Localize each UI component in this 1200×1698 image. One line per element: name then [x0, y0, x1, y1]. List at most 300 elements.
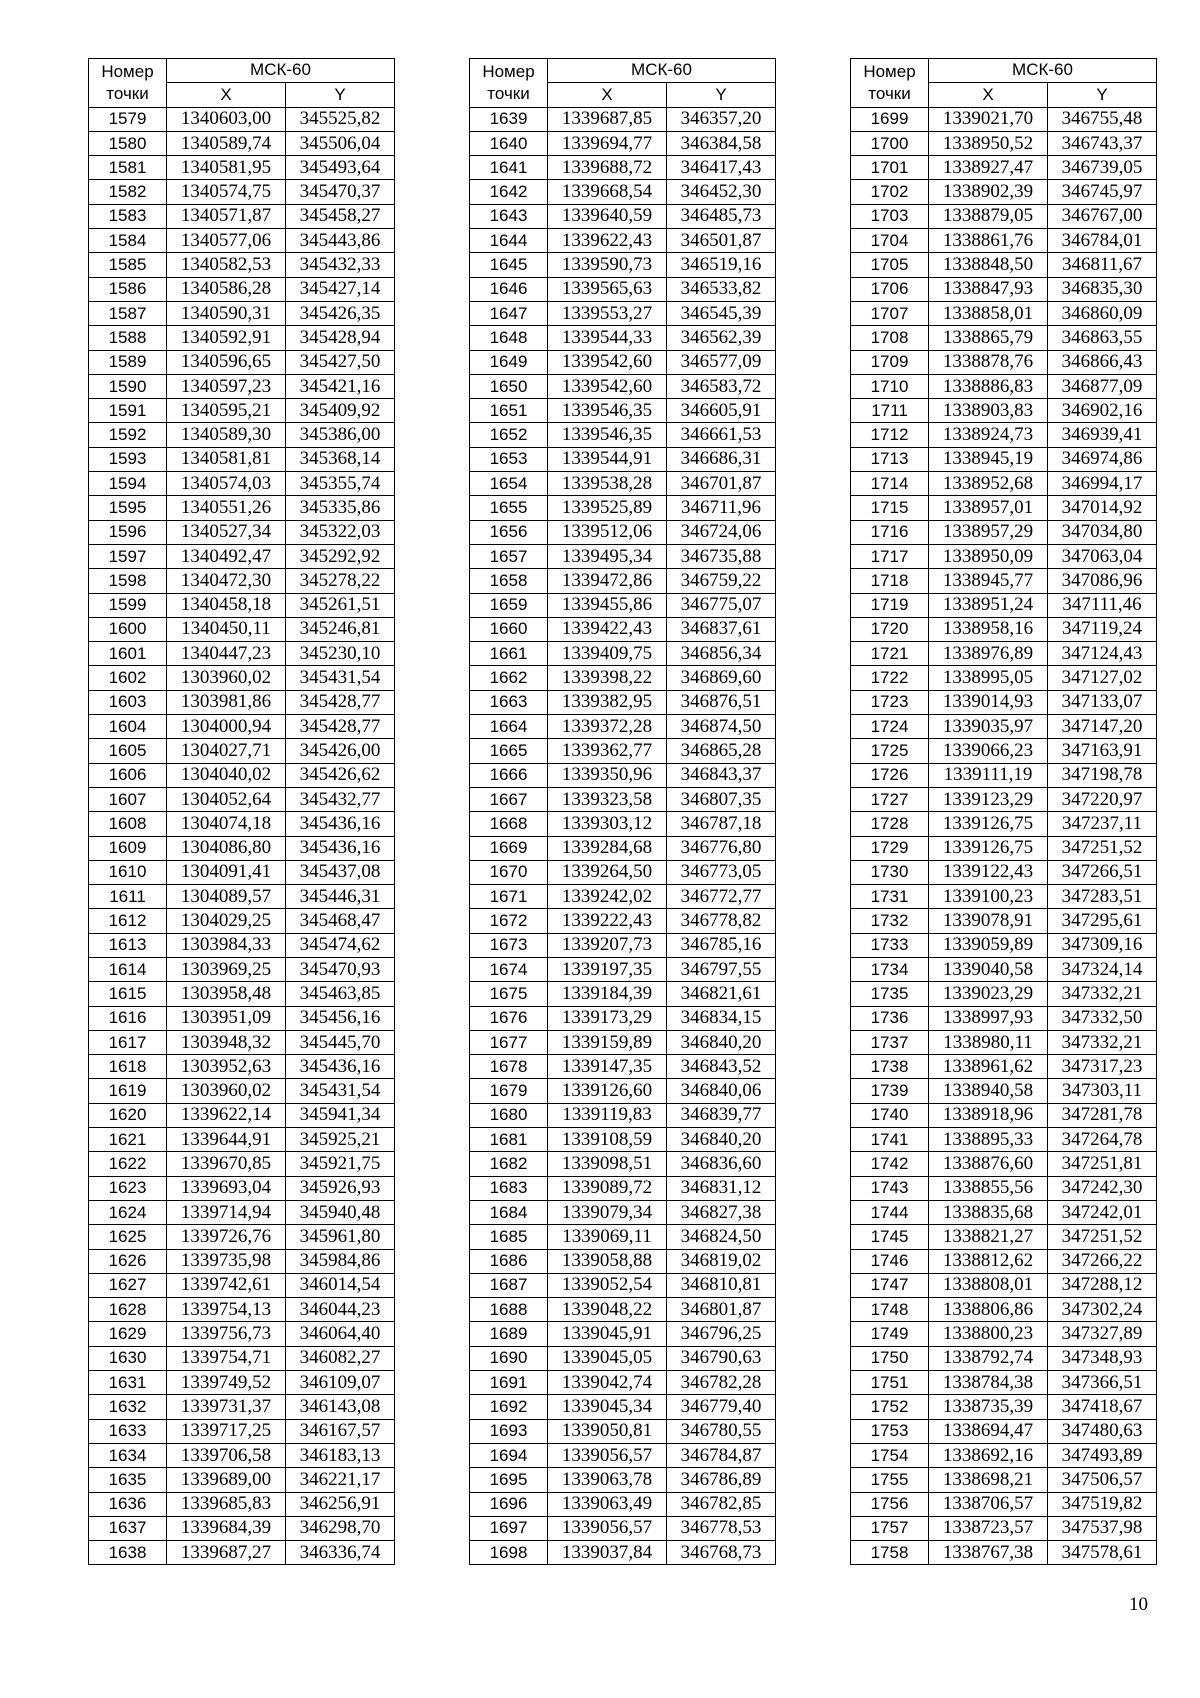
x-coordinate-cell: 1339048,22: [548, 1298, 667, 1322]
y-coordinate-cell: 346501,87: [667, 229, 776, 253]
table-row: [851, 544, 1157, 568]
y-coordinate-cell: 346835,30: [1048, 277, 1157, 301]
y-coordinate-cell: 346256,91: [286, 1492, 395, 1516]
table-row: [89, 520, 395, 544]
point-number-cell: 1753: [851, 1419, 929, 1443]
table-row: [851, 1298, 1157, 1322]
y-coordinate-cell: 346519,16: [667, 253, 776, 277]
point-number-cell: 1632: [89, 1395, 167, 1419]
table-row: [89, 496, 395, 520]
y-coordinate-cell: 345925,21: [286, 1128, 395, 1152]
y-coordinate-cell: 345941,34: [286, 1103, 395, 1127]
x-coordinate-cell: 1338876,60: [929, 1152, 1048, 1176]
point-number-cell: 1728: [851, 812, 929, 836]
table-row: [470, 739, 776, 763]
x-coordinate-cell: 1340596,65: [167, 350, 286, 374]
table-row: [89, 860, 395, 884]
y-coordinate-cell: 345428,94: [286, 326, 395, 350]
point-number-cell: 1642: [470, 180, 548, 204]
y-coordinate-cell: 346939,41: [1048, 423, 1157, 447]
y-coordinate-cell: 346821,61: [667, 982, 776, 1006]
table-row: [89, 423, 395, 447]
table-row: [470, 1249, 776, 1273]
table-row: [470, 617, 776, 641]
table-row: [470, 1395, 776, 1419]
table-row: [89, 617, 395, 641]
table-row: [851, 496, 1157, 520]
x-coordinate-cell: 1338847,93: [929, 277, 1048, 301]
table-row: [89, 447, 395, 471]
x-coordinate-cell: 1339409,75: [548, 642, 667, 666]
x-coordinate-cell: 1303951,09: [167, 1006, 286, 1030]
table-row: [89, 1128, 395, 1152]
x-coordinate-cell: 1339668,54: [548, 180, 667, 204]
x-coordinate-cell: 1338821,27: [929, 1225, 1048, 1249]
y-coordinate-cell: 347578,61: [1048, 1541, 1157, 1565]
x-coordinate-cell: 1339455,86: [548, 593, 667, 617]
table-row: [89, 933, 395, 957]
x-coordinate-cell: 1339056,57: [548, 1516, 667, 1540]
x-coordinate-cell: 1338958,16: [929, 617, 1048, 641]
point-number-cell: 1752: [851, 1395, 929, 1419]
table-body: [89, 107, 395, 1565]
x-coordinate-cell: 1339644,91: [167, 1128, 286, 1152]
y-coordinate-cell: 345426,35: [286, 301, 395, 325]
table-row: [851, 1395, 1157, 1419]
x-coordinate-cell: 1339069,11: [548, 1225, 667, 1249]
table-row: [851, 569, 1157, 593]
table-row: [470, 690, 776, 714]
x-coordinate-cell: 1339350,96: [548, 763, 667, 787]
point-number-cell: 1691: [470, 1371, 548, 1395]
y-coordinate-cell: 346577,09: [667, 350, 776, 374]
y-coordinate-cell: 346790,63: [667, 1346, 776, 1370]
x-coordinate-cell: 1339754,13: [167, 1298, 286, 1322]
y-coordinate-cell: 346562,39: [667, 326, 776, 350]
table-row: [470, 229, 776, 253]
y-coordinate-cell: 347480,63: [1048, 1419, 1157, 1443]
table-row: [89, 1225, 395, 1249]
y-coordinate-cell: 346819,02: [667, 1249, 776, 1273]
y-coordinate-cell: 347324,14: [1048, 957, 1157, 981]
table-row: [851, 1200, 1157, 1224]
point-number-cell: 1633: [89, 1419, 167, 1443]
point-number-header-line2: точки: [868, 83, 911, 103]
table-row: [851, 957, 1157, 981]
y-coordinate-cell: 346605,91: [667, 399, 776, 423]
table-row: [89, 1541, 395, 1565]
table-row: [89, 763, 395, 787]
point-number-cell: 1688: [470, 1298, 548, 1322]
y-coordinate-cell: 345961,80: [286, 1225, 395, 1249]
point-number-cell: 1661: [470, 642, 548, 666]
table-row: [851, 253, 1157, 277]
y-coordinate-cell: 347119,24: [1048, 617, 1157, 641]
x-coordinate-cell: 1304027,71: [167, 739, 286, 763]
y-coordinate-cell: 347506,57: [1048, 1468, 1157, 1492]
y-column-header: Y: [286, 83, 395, 107]
table-row: [470, 593, 776, 617]
y-coordinate-cell: 345436,16: [286, 812, 395, 836]
table-row: [470, 1516, 776, 1540]
table-row: [89, 1103, 395, 1127]
table-row: [89, 229, 395, 253]
x-coordinate-cell: 1338952,68: [929, 472, 1048, 496]
table-row: [851, 617, 1157, 641]
x-coordinate-cell: 1304029,25: [167, 909, 286, 933]
y-coordinate-cell: 345470,37: [286, 180, 395, 204]
point-number-cell: 1590: [89, 374, 167, 398]
x-coordinate-cell: 1304052,64: [167, 787, 286, 811]
point-number-cell: 1732: [851, 909, 929, 933]
x-coordinate-cell: 1339382,95: [548, 690, 667, 714]
table-row: [470, 326, 776, 350]
table-row: [89, 399, 395, 423]
y-coordinate-cell: 345506,04: [286, 131, 395, 155]
y-coordinate-cell: 346452,30: [667, 180, 776, 204]
x-coordinate-cell: 1304040,02: [167, 763, 286, 787]
point-number-cell: 1756: [851, 1492, 929, 1516]
x-coordinate-cell: 1338957,29: [929, 520, 1048, 544]
y-coordinate-cell: 346701,87: [667, 472, 776, 496]
table-row: [470, 715, 776, 739]
point-number-cell: 1660: [470, 617, 548, 641]
point-number-cell: 1679: [470, 1079, 548, 1103]
x-coordinate-cell: 1339689,00: [167, 1468, 286, 1492]
x-coordinate-cell: 1339147,35: [548, 1055, 667, 1079]
y-coordinate-cell: 346583,72: [667, 374, 776, 398]
table-row: [89, 180, 395, 204]
point-number-cell: 1718: [851, 569, 929, 593]
table-row: [470, 472, 776, 496]
y-coordinate-cell: 347111,46: [1048, 593, 1157, 617]
table-row: [851, 909, 1157, 933]
y-coordinate-cell: 345443,86: [286, 229, 395, 253]
x-coordinate-cell: 1304091,41: [167, 860, 286, 884]
table-row: [470, 1541, 776, 1565]
table-row: [89, 836, 395, 860]
point-number-cell: 1634: [89, 1443, 167, 1467]
y-coordinate-cell: 345436,16: [286, 836, 395, 860]
x-coordinate-cell: 1340492,47: [167, 544, 286, 568]
point-number-cell: 1695: [470, 1468, 548, 1492]
point-number-cell: 1733: [851, 933, 929, 957]
x-coordinate-cell: 1339056,57: [548, 1443, 667, 1467]
x-coordinate-cell: 1339063,49: [548, 1492, 667, 1516]
point-number-cell: 1692: [470, 1395, 548, 1419]
x-coordinate-cell: 1338902,39: [929, 180, 1048, 204]
x-coordinate-cell: 1338950,09: [929, 544, 1048, 568]
y-coordinate-cell: 345431,54: [286, 666, 395, 690]
table-row: [89, 472, 395, 496]
y-coordinate-cell: 347332,21: [1048, 1030, 1157, 1054]
y-coordinate-cell: 347303,11: [1048, 1079, 1157, 1103]
y-coordinate-cell: 346776,80: [667, 836, 776, 860]
x-coordinate-cell: 1338895,33: [929, 1128, 1048, 1152]
point-number-cell: 1701: [851, 156, 929, 180]
table-row: [89, 1395, 395, 1419]
x-coordinate-cell: 1340597,23: [167, 374, 286, 398]
point-number-cell: 1639: [470, 107, 548, 131]
y-coordinate-cell: 347317,23: [1048, 1055, 1157, 1079]
y-coordinate-cell: 346902,16: [1048, 399, 1157, 423]
y-coordinate-cell: 345278,22: [286, 569, 395, 593]
point-number-header-line1: Номер: [101, 61, 154, 81]
point-number-cell: 1648: [470, 326, 548, 350]
table-row: [470, 763, 776, 787]
x-coordinate-cell: 1338808,01: [929, 1273, 1048, 1297]
x-coordinate-cell: 1340581,81: [167, 447, 286, 471]
y-coordinate-cell: 346724,06: [667, 520, 776, 544]
point-number-cell: 1711: [851, 399, 929, 423]
y-coordinate-cell: 346779,40: [667, 1395, 776, 1419]
table-row: [470, 933, 776, 957]
x-coordinate-cell: 1339284,68: [548, 836, 667, 860]
x-coordinate-cell: 1339108,59: [548, 1128, 667, 1152]
y-coordinate-cell: 347418,67: [1048, 1395, 1157, 1419]
point-number-cell: 1672: [470, 909, 548, 933]
point-number-cell: 1594: [89, 472, 167, 496]
x-coordinate-cell: 1339126,75: [929, 812, 1048, 836]
x-coordinate-cell: 1339242,02: [548, 885, 667, 909]
point-number-cell: 1757: [851, 1516, 929, 1540]
table-row: [851, 1006, 1157, 1030]
table-row: [851, 1079, 1157, 1103]
point-number-cell: 1647: [470, 301, 548, 325]
table-row: [89, 277, 395, 301]
y-coordinate-cell: 345446,31: [286, 885, 395, 909]
y-coordinate-cell: 346827,38: [667, 1200, 776, 1224]
y-coordinate-cell: 347124,43: [1048, 642, 1157, 666]
y-coordinate-cell: 345386,00: [286, 423, 395, 447]
x-coordinate-cell: 1340581,95: [167, 156, 286, 180]
point-number-cell: 1670: [470, 860, 548, 884]
y-coordinate-cell: 345525,82: [286, 107, 395, 131]
point-number-cell: 1605: [89, 739, 167, 763]
point-number-cell: 1673: [470, 933, 548, 957]
point-number-cell: 1619: [89, 1079, 167, 1103]
x-coordinate-cell: 1304086,80: [167, 836, 286, 860]
table-row: [470, 1273, 776, 1297]
x-coordinate-cell: 1338861,76: [929, 229, 1048, 253]
y-coordinate-cell: 346860,09: [1048, 301, 1157, 325]
coordinate-table-1: [88, 58, 395, 1565]
table-row: [89, 885, 395, 909]
point-number-cell: 1758: [851, 1541, 929, 1565]
x-coordinate-cell: 1339544,91: [548, 447, 667, 471]
point-number-cell: 1612: [89, 909, 167, 933]
x-coordinate-cell: 1340551,26: [167, 496, 286, 520]
table-row: [89, 1346, 395, 1370]
y-coordinate-cell: 345230,10: [286, 642, 395, 666]
x-coordinate-cell: 1338806,86: [929, 1298, 1048, 1322]
point-number-cell: 1604: [89, 715, 167, 739]
point-number-cell: 1587: [89, 301, 167, 325]
x-coordinate-cell: 1303960,02: [167, 1079, 286, 1103]
y-coordinate-cell: 346735,88: [667, 544, 776, 568]
point-number-cell: 1693: [470, 1419, 548, 1443]
table-row: [89, 739, 395, 763]
point-number-cell: 1723: [851, 690, 929, 714]
point-number-cell: 1589: [89, 350, 167, 374]
table-row: [89, 1516, 395, 1540]
point-number-cell: 1585: [89, 253, 167, 277]
point-number-cell: 1599: [89, 593, 167, 617]
y-coordinate-cell: 346759,22: [667, 569, 776, 593]
point-number-cell: 1654: [470, 472, 548, 496]
table-row: [89, 593, 395, 617]
x-coordinate-cell: 1339525,89: [548, 496, 667, 520]
x-coordinate-cell: 1339037,84: [548, 1541, 667, 1565]
y-coordinate-cell: 346686,31: [667, 447, 776, 471]
y-coordinate-cell: 345940,48: [286, 1200, 395, 1224]
table-row: [470, 1176, 776, 1200]
x-coordinate-cell: 1339079,34: [548, 1200, 667, 1224]
x-coordinate-cell: 1339688,72: [548, 156, 667, 180]
table-row: [470, 812, 776, 836]
point-number-cell: 1680: [470, 1103, 548, 1127]
y-coordinate-cell: 346840,06: [667, 1079, 776, 1103]
point-number-cell: 1743: [851, 1176, 929, 1200]
point-number-cell: 1623: [89, 1176, 167, 1200]
x-coordinate-cell: 1338997,93: [929, 1006, 1048, 1030]
table-row: [851, 812, 1157, 836]
point-number-cell: 1580: [89, 131, 167, 155]
table-row: [851, 1443, 1157, 1467]
y-coordinate-cell: 345428,77: [286, 715, 395, 739]
table-row: [470, 860, 776, 884]
table-body: [470, 107, 776, 1565]
point-number-cell: 1709: [851, 350, 929, 374]
table-row: [470, 1492, 776, 1516]
x-coordinate-cell: 1339717,25: [167, 1419, 286, 1443]
y-coordinate-cell: 346831,12: [667, 1176, 776, 1200]
y-coordinate-cell: 346221,17: [286, 1468, 395, 1492]
table-row: [851, 1128, 1157, 1152]
x-coordinate-cell: 1338950,52: [929, 131, 1048, 155]
point-number-cell: 1687: [470, 1273, 548, 1297]
x-coordinate-cell: 1339014,93: [929, 690, 1048, 714]
x-coordinate-cell: 1338812,62: [929, 1249, 1048, 1273]
point-number-cell: 1689: [470, 1322, 548, 1346]
y-coordinate-cell: 346743,37: [1048, 131, 1157, 155]
point-number-cell: 1740: [851, 1103, 929, 1127]
point-number-cell: 1741: [851, 1128, 929, 1152]
x-coordinate-cell: 1339495,34: [548, 544, 667, 568]
x-coordinate-cell: 1303960,02: [167, 666, 286, 690]
point-number-cell: 1666: [470, 763, 548, 787]
point-number-cell: 1665: [470, 739, 548, 763]
x-coordinate-cell: 1338879,05: [929, 204, 1048, 228]
x-coordinate-cell: 1339100,23: [929, 885, 1048, 909]
x-coordinate-cell: 1339372,28: [548, 715, 667, 739]
table-row: [851, 472, 1157, 496]
point-number-cell: 1595: [89, 496, 167, 520]
table-row: [470, 1030, 776, 1054]
point-number-cell: 1736: [851, 1006, 929, 1030]
x-coordinate-cell: 1339565,63: [548, 277, 667, 301]
y-coordinate-cell: 345428,77: [286, 690, 395, 714]
point-number-cell: 1749: [851, 1322, 929, 1346]
y-coordinate-cell: 346863,55: [1048, 326, 1157, 350]
point-number-cell: 1626: [89, 1249, 167, 1273]
table-row: [89, 909, 395, 933]
y-coordinate-cell: 347242,01: [1048, 1200, 1157, 1224]
table-row: [89, 1468, 395, 1492]
table-row: [851, 763, 1157, 787]
point-number-cell: 1754: [851, 1443, 929, 1467]
table-row: [851, 180, 1157, 204]
table-row: [89, 1443, 395, 1467]
table-row: [470, 1200, 776, 1224]
y-coordinate-cell: 347251,52: [1048, 836, 1157, 860]
y-coordinate-cell: 346782,28: [667, 1371, 776, 1395]
x-coordinate-cell: 1338995,05: [929, 666, 1048, 690]
coordinate-system-header: МСК-60: [929, 59, 1157, 83]
y-coordinate-cell: 345445,70: [286, 1030, 395, 1054]
x-column-header: X: [929, 83, 1048, 107]
y-coordinate-cell: 345427,50: [286, 350, 395, 374]
x-coordinate-cell: 1338865,79: [929, 326, 1048, 350]
point-number-cell: 1685: [470, 1225, 548, 1249]
x-coordinate-cell: 1303969,25: [167, 957, 286, 981]
table-row: [470, 1006, 776, 1030]
point-number-cell: 1690: [470, 1346, 548, 1370]
table-row: [470, 909, 776, 933]
y-coordinate-cell: 345432,77: [286, 787, 395, 811]
table-row: [470, 277, 776, 301]
y-coordinate-cell: 345421,16: [286, 374, 395, 398]
y-coordinate-cell: 346739,05: [1048, 156, 1157, 180]
y-coordinate-cell: 346143,08: [286, 1395, 395, 1419]
point-number-cell: 1700: [851, 131, 929, 155]
table-row: [470, 1419, 776, 1443]
table-row: [851, 229, 1157, 253]
x-coordinate-cell: 1339735,98: [167, 1249, 286, 1273]
point-number-cell: 1737: [851, 1030, 929, 1054]
x-coordinate-cell: 1339546,35: [548, 399, 667, 423]
coordinate-table-3: [850, 58, 1157, 1565]
y-coordinate-cell: 347127,02: [1048, 666, 1157, 690]
y-coordinate-cell: 345368,14: [286, 447, 395, 471]
table-row: [851, 1225, 1157, 1249]
x-coordinate-cell: 1339123,29: [929, 787, 1048, 811]
y-coordinate-cell: 346533,82: [667, 277, 776, 301]
table-row: [470, 131, 776, 155]
table-row: [89, 1273, 395, 1297]
table-row: [851, 1419, 1157, 1443]
point-number-cell: 1714: [851, 472, 929, 496]
point-number-cell: 1721: [851, 642, 929, 666]
point-number-cell: 1668: [470, 812, 548, 836]
point-number-cell: 1755: [851, 1468, 929, 1492]
table-row: [851, 1249, 1157, 1273]
table-row: [470, 423, 776, 447]
table-row: [851, 423, 1157, 447]
y-coordinate-cell: 346384,58: [667, 131, 776, 155]
point-number-cell: 1751: [851, 1371, 929, 1395]
x-coordinate-cell: 1338945,19: [929, 447, 1048, 471]
y-coordinate-cell: 346807,35: [667, 787, 776, 811]
table-row: [851, 277, 1157, 301]
y-coordinate-cell: 345431,54: [286, 1079, 395, 1103]
table-row: [851, 715, 1157, 739]
point-number-cell: 1635: [89, 1468, 167, 1492]
point-number-cell: 1652: [470, 423, 548, 447]
table-row: [470, 1298, 776, 1322]
point-number-cell: 1643: [470, 204, 548, 228]
point-number-cell: 1637: [89, 1516, 167, 1540]
